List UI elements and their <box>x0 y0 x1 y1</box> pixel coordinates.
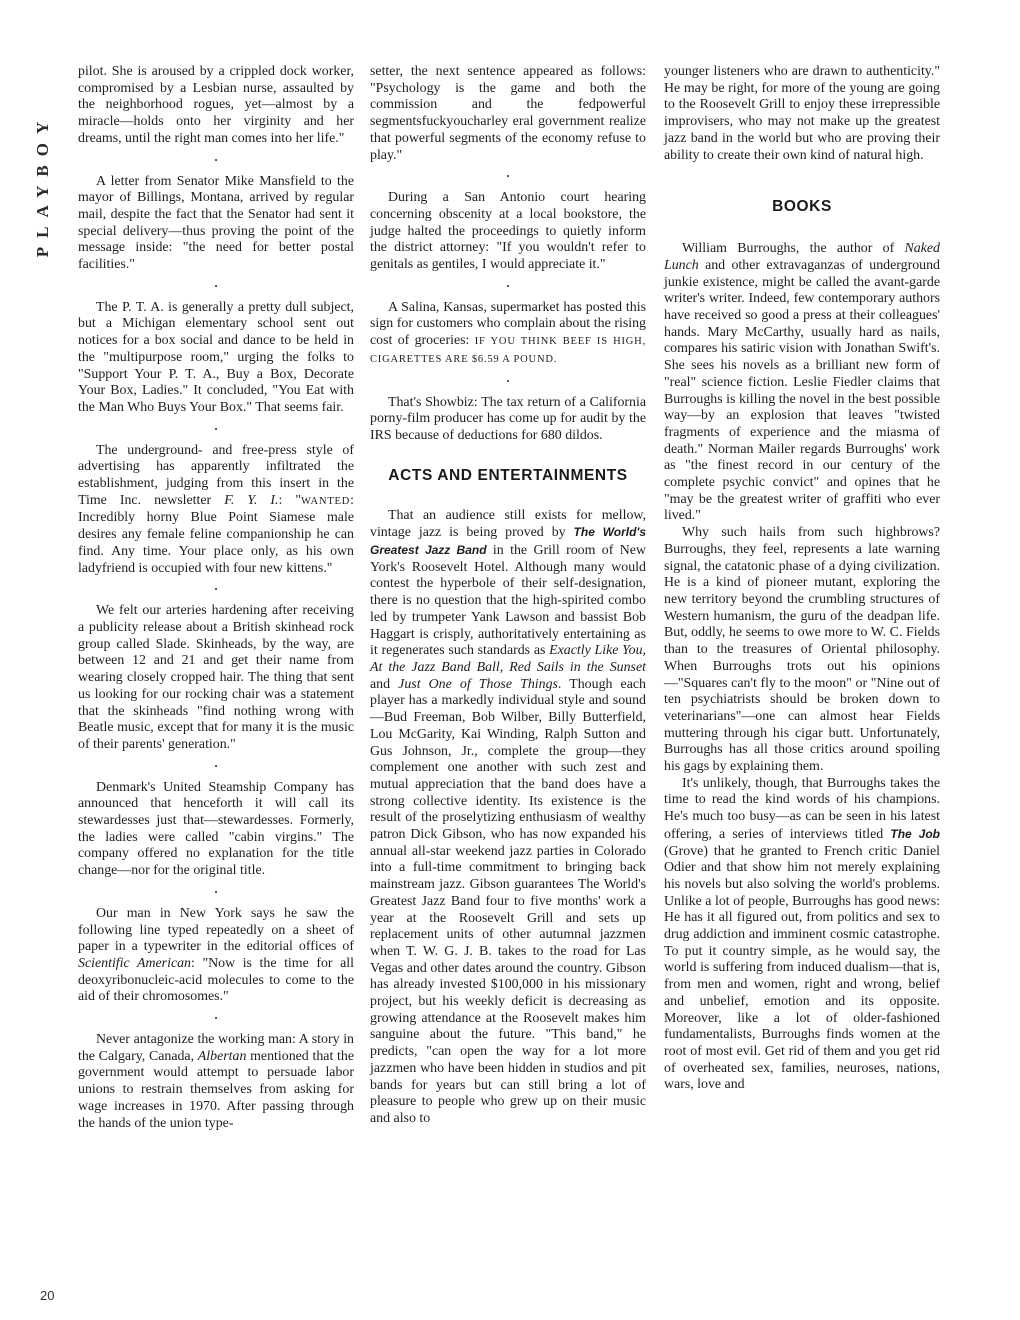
column-3 <box>664 64 940 1094</box>
paragraph: The underground- and free-press style of advertising has apparently infiltrated the establishment, judging from this insert in the Time Inc. newsletter F. Y. I.: "WANTED: Incredibly horny Blue Point Siamese male desires any female feline companionship he can find. Any time. Your place only, as his own ladyfriend is occupied with four new kittens." <box>78 442 354 576</box>
paragraph: The P. T. A. is generally a pretty dull subject, but a Michigan elementary school sent out notices for a box social and dance to be held in the "multipurpose room," urging the folks to "Support Your P. T. A., Buy a Box, Decorate Your Box, Ladies." It concluded, "You Eat with the Man Who Buys Your Box." That seems fair. <box>78 299 354 415</box>
separator-bullet: • <box>506 281 510 291</box>
paragraph: pilot. She is aroused by a crippled dock worker, compromised by a Lesbian nurse, assaulted by the neighborhood rogues, yet—almost by a miracle—holds onto her virginity and her dreams, until the right man comes into her life." <box>78 64 354 146</box>
separator-bullet: • <box>214 761 218 771</box>
magazine-masthead: PLAYBOY <box>33 112 52 258</box>
paragraph: That an audience still exists for mellow, vintage jazz is being proved by The World's Greatest Jazz Band in the Grill room of New York's Roosevelt Hotel. Although many would contest the hyperbole of their self-designation, there is no question that the high-spirited combo led by trumpeter Yank Lawson and bassist Bob Haggart is crisply, authoritatively entertaining as it regenerates such standards as Exactly Like You, At the Jazz Band Ball, Red Sails in the Sunset and Just One of Those Things. Though each player has a markedly individual style and sound—Bud Freeman, Bob Wilber, Billy Butterfield, Lou McGarity, Kai Winding, Ralph Sutton and Gus Johnson, Jr., complete the group—they complement one another with such zest and mutual appreciation that the band does have a strong collective identity. Its existence is the result of the proselytizing enthusiasm of wealthy patron Dick Gibson, who has now expanded his annual all-star weekend jazz parties in Colorado into a full-time commitment to bringing back mainstream jazz. Gibson guarantees The World's Greatest Jazz Band four to five months' work a year at the Roosevelt Grill and sets up replacement units of other autumnal jazzmen when T. W. G. J. B. takes to the road for Las Vegas and other dates around the country. Gibson has already invested $100,000 in his missionary project, but his weekly deficit is decreasing as growing attendance at the Roosevelt makes him sanguine about the future. "This band," he predicts, "can open the way for a lot more jazzmen who have been hidden in studios and pit bands for years but can still bring a lot of pleasure to people who grew up on their music and also to <box>370 507 647 1126</box>
paragraph: It's unlikely, though, that Burroughs takes the time to read the kind words of his champions. He's much too busy—as can be seen in his latest offering, a series of interviews titled The Job (Grove) that he granted to French critic Daniel Odier and that show him not merely explaining his novels but also solving the world's problems. Unlike a lot of people, Burroughs has good news: He has it all figured out, from politics and sex to drug addiction and imminent cosmic catastrophe. To put it country simple, as he would say, the world is suffering from induced dualism—that is, from men and women, right and wrong, belief and unbelief, emotion and its opposite. Moreover, like a lot of older-fashioned fundamentalists, Burroughs finds women at the root of most evil. Get rid of them and you get rid of overheated sex, families, neuroses, nations, wars, love and <box>664 775 940 1093</box>
separator-bullet: • <box>214 585 218 595</box>
section-heading-acts: ACTS AND ENTERTAINMENTS <box>388 466 628 484</box>
separator-bullet: • <box>214 1014 218 1024</box>
paragraph: We felt our arteries hardening after receiving a publicity release about a British skinhead rock group called Slade. Skinheads, by the way, are between 12 and 21 and get their name from wearing closely cropped hair. The thing that sent us looking for our rocking chair was a statement that the skinheads "find nothing wrong with Beatle music, except that for many it is the music of their parents' generation." <box>78 603 354 752</box>
paragraph: A Salina, Kansas, supermarket has posted this sign for customers who complain about the rising cost of groceries: IF YOU THINK BEEF IS HIGH, CIGARETTES ARE $6.59 A POUND. <box>370 299 646 365</box>
section-heading-books: BOOKS <box>772 198 832 216</box>
sign-text: IF YOU THINK BEEF IS HIGH, CIGARETTES ARE $6.59 A POUND. <box>370 336 646 365</box>
band-name: The World's Greatest Jazz Band <box>370 525 646 558</box>
publication-title: F. Y. I. <box>224 492 279 508</box>
paragraph: William Burroughs, the author of Naked Lunch and other extravaganzas of underground junkie existence, might be called the avant-garde writer's writer. Indeed, few contemporary authors have received so good a press at their colleagues' hands. Mary McCarthy, usually hard as nails, compares his satiric vision with Jonathan Swift's. She sees his novels as a brilliant new form of "real" science fiction. Leslie Fiedler claims that Burroughs is killing the novel in the best possible way—by an explosion that leaves "twisted fragments of experience and the miasma of death." Norman Mailer regards Burroughs' work as "the finest record in our century of the complete psychic convict" and opines that he "may be the greatest writer of graffiti who ever lived." <box>664 241 940 524</box>
separator-bullet: • <box>506 172 510 182</box>
ad-keyword: WANTED <box>301 495 351 507</box>
publication-title: Scientific American <box>78 955 192 971</box>
paragraph: setter, the next sentence appeared as follows: "Psychology is the game and both the commission and the fedpowerful segmentsfuckyoucharley eral government realize that powerful segments of the economy refuse to play." <box>370 64 646 163</box>
paragraph: younger listeners who are drawn to authenticity." He may be right, for more of the young are going to the Roosevelt Grill to enjoy these irrepressible improvisers, who may not make up the greatest jazz band in the world but who are proving their ability to create their own kind of natural high. <box>664 64 940 163</box>
column-1 <box>78 64 354 1132</box>
publication-title: Albertan <box>197 1048 247 1064</box>
book-title: The Job <box>890 826 940 841</box>
paragraph: Never antagonize the working man: A story in the Calgary, Canada, Albertan mentioned that the government would attempt to persuade labor unions to restrain themselves from asking for wage increases in 1970. After passing through the hands of the union type- <box>78 1032 354 1131</box>
column-2 <box>370 64 646 1128</box>
separator-bullet: • <box>214 155 218 165</box>
paragraph: That's Showbiz: The tax return of a California porny-film producer has come up for audit by the IRS because of deductions for 680 dildos. <box>370 394 646 443</box>
paragraph: Our man in New York says he saw the following line typed repeatedly on a sheet of paper in a typewriter in the editorial offices of Scientific American: "Now is the time for all deoxyribonucleic-acid molecules to come to the aid of their chromosomes." <box>78 905 354 1005</box>
separator-bullet: • <box>214 424 218 434</box>
paragraph: During a San Antonio court hearing concerning obscenity at a local bookstore, the judge halted the proceedings to quietly inform the district attorney: "If you wouldn't refer to genitals as gentiles, I would appreciate it." <box>370 190 646 273</box>
song-titles: Exactly Like You, At the Jazz Band Ball, Red Sails in the Sunset <box>370 643 646 675</box>
song-title: Just One of Those Things <box>398 676 558 692</box>
paragraph: Denmark's United Steamship Company has announced that henceforth it will call its stewardesses just that—stewardesses. Formerly, the ladies were called "cabin virgins." The company offered no explanation for the title change—nor for the original title. <box>78 779 354 879</box>
book-title: Naked Lunch <box>664 241 940 273</box>
page-number: 20 <box>40 1288 55 1303</box>
separator-bullet: • <box>506 376 510 386</box>
paragraph: A letter from Senator Mike Mansfield to the mayor of Billings, Montana, arrived by regular mail, despite the fact that the Senator had sent it special delivery—thus proving the point of the message inside: "the need for better postal facilities." <box>78 173 354 273</box>
paragraph: Why such hails from such highbrows? Burroughs, they feel, represents a late warning signal, the catatonic phase of a dying civilization. He is a kind of pioneer mutant, exploring the new territory beyond the crumbling structures of Western humanism, the guru of the deadpan life. But, oddly, he seems to owe more to W. C. Fields than to the treasures of Oriental philosophy. When Burroughs trots out his opinions—"Squares can't fly to the moon" or "Nine out of ten psychiatrists should be broken down to veterinarians"—one can almost hear Fields muttering through his cigar butt. Unfortunately, Burroughs has all those critics around spoiling his gags by explaining them. <box>664 525 940 775</box>
separator-bullet: • <box>214 887 218 897</box>
separator-bullet: • <box>214 281 218 291</box>
